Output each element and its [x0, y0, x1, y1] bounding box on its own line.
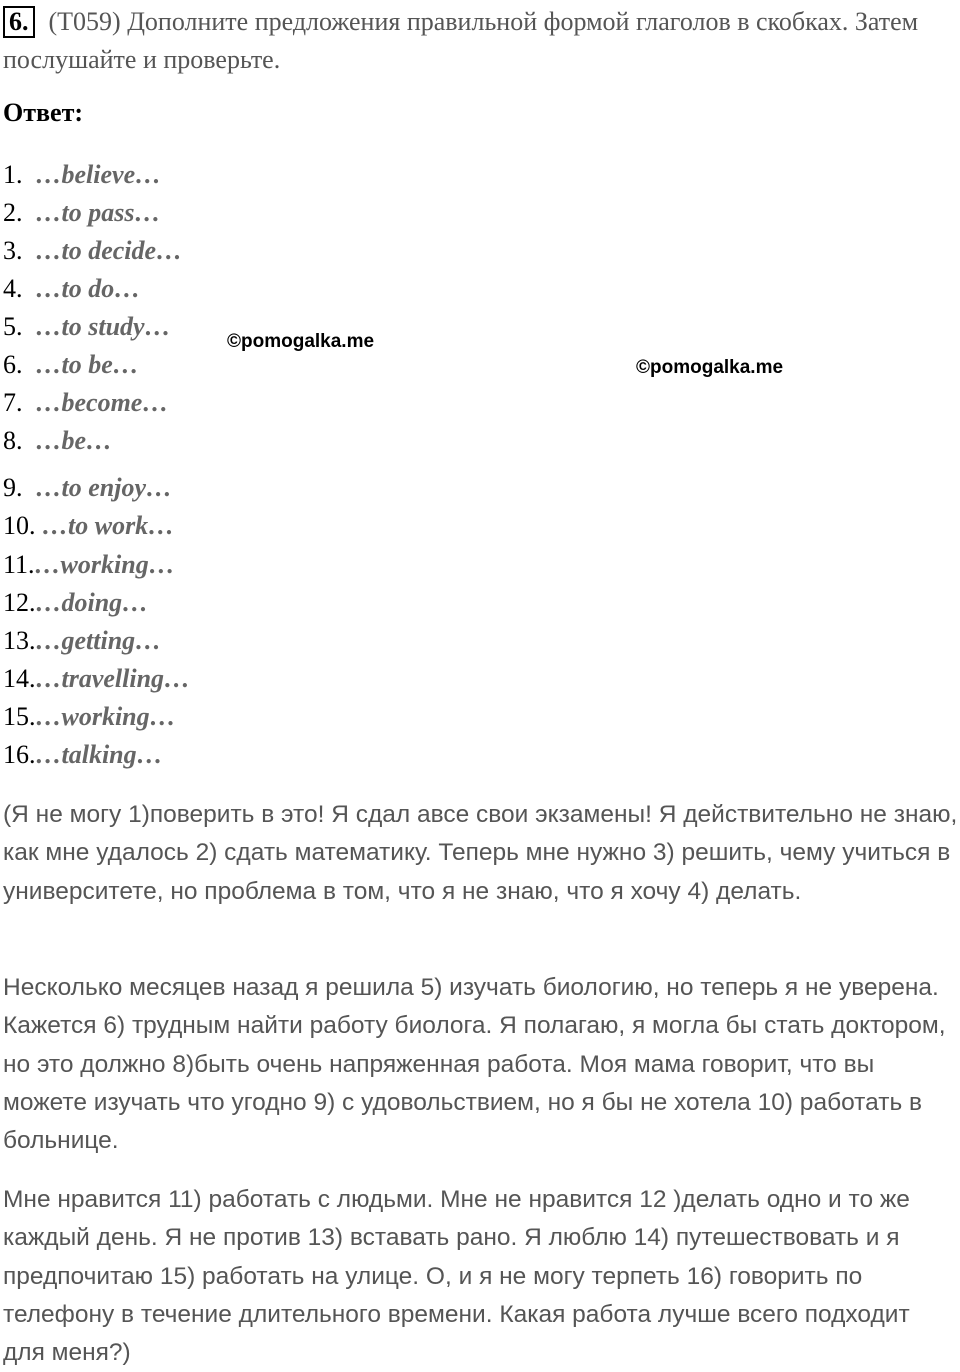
answer-number: 16. [3, 740, 36, 769]
answer-word: …working… [35, 702, 176, 731]
answer-number: 15. [3, 702, 36, 731]
answer-word: …to decide… [35, 236, 183, 265]
translation-paragraph: Несколько месяцев назад я решила 5) изучать биологию, но теперь я не уверена. Кажется 6) трудным найти работу биолога. Я полагаю, я могла бы стать доктором, но это должно 8)быть очень напряженная работа. Моя мама говорит, что вы можете изучать что угодно 9) с удовольствием, но я бы не хотела 10) работать в больнице. [3, 974, 946, 1155]
answer-word: …be… [35, 426, 113, 455]
answer-word: …to be… [35, 350, 139, 379]
task-instruction [3, 3, 953, 79]
answer-number: 14. [3, 664, 36, 693]
answer-number: 7. [3, 388, 23, 417]
answer-number: 5. [3, 312, 23, 341]
answer-word: …talking… [35, 740, 163, 769]
answer-item [3, 274, 140, 304]
answer-number: 3. [3, 236, 23, 265]
answer-word: …to pass… [35, 198, 161, 227]
answer-word: …to study… [35, 312, 171, 341]
answer-number: 12. [3, 588, 36, 617]
answer-item [3, 198, 160, 228]
answer-number: 9. [3, 473, 23, 502]
answer-number: 1. [3, 160, 23, 189]
answer-number: 2. [3, 198, 23, 227]
answer-item [3, 388, 168, 418]
answer-item [3, 426, 112, 456]
task-text: (T059) Дополните предложения правильной формой глаголов в скобках. Затем послушайте и проверьте. [3, 7, 919, 74]
answer-word: …to work… [42, 511, 175, 540]
answer-item [3, 550, 175, 580]
answer-number: 13. [3, 626, 36, 655]
answer-item [3, 702, 176, 732]
answer-word: …to enjoy… [35, 473, 172, 502]
answer-number: 11. [3, 550, 35, 579]
answer-item [3, 160, 161, 190]
translation-paragraph: (Я не могу 1)поверить в это! Я сдал авсе свои экзамены! Я действительно не знаю, как мне удалось 2) сдать математику. Теперь мне нужно 3) решить, чему учиться в университете, но проблема в том, что я не знаю, что я хочу 4) делать. [3, 801, 958, 905]
answer-item [3, 236, 182, 266]
answer-number: 4. [3, 274, 23, 303]
answer-word: …become… [35, 388, 169, 417]
answer-item [3, 626, 161, 656]
answer-item [3, 588, 148, 618]
answer-number: 8. [3, 426, 23, 455]
watermark: ©pomogalka.me [227, 331, 375, 352]
answer-number: 10. [3, 511, 36, 540]
answer-word: …working… [34, 550, 175, 579]
answer-number: 6. [3, 350, 23, 379]
answer-item [3, 511, 174, 541]
task-number: 6. [3, 6, 35, 38]
answer-word: …doing… [35, 588, 149, 617]
answer-word: …getting… [35, 626, 162, 655]
watermark: ©pomogalka.me [636, 357, 784, 378]
answer-heading: Ответ: [3, 98, 84, 127]
answer-item [3, 350, 139, 380]
answer-item [3, 664, 190, 694]
answer-item [3, 740, 163, 770]
answer-word: …to do… [35, 274, 141, 303]
translation-paragraph: Мне нравится 11) работать с людьми. Мне не нравится 12 )делать одно и то же каждый день. Я не против 13) вставать рано. Я люблю 14) путешествовать и я предпочитаю 15) работать на улице. О, и я не могу терпеть 16) говорить по телефону в течение длительного времени. Какая работа лучше всего подходит для меня?) [3, 1186, 910, 1367]
answer-word: …travelling… [35, 664, 191, 693]
answer-item [3, 312, 171, 342]
answer-item [3, 473, 172, 503]
answer-word: …believe… [35, 160, 162, 189]
